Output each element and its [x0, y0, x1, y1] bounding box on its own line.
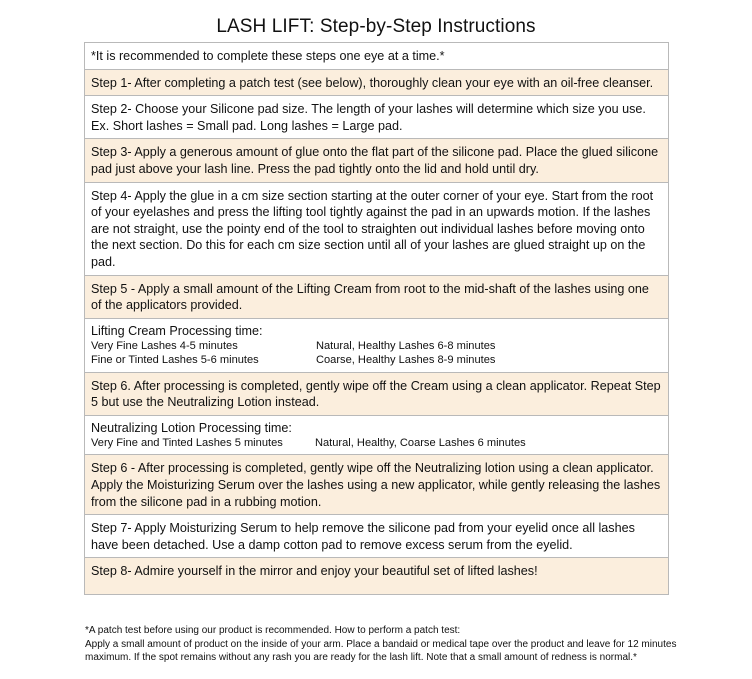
footnote-body: Apply a small amount of product on the inside of your arm. Place a bandaid or medical tape over the product and leave for 12 minutes maximum. If the spot remains without any rash you are ready for the lash lift. Note that a small amount of redness is normal.*	[85, 638, 677, 663]
page-title: LASH LIFT: Step-by-Step Instructions	[216, 16, 536, 37]
patch-test-footnote	[85, 624, 685, 665]
instructions-table	[84, 42, 669, 595]
lifting-cream-right: Coarse, Healthy Lashes 8-9 minutes	[316, 354, 496, 367]
neutralizing-time-row	[85, 416, 668, 456]
neutralizing-right: Natural, Healthy, Coarse Lashes 6 minutes	[315, 436, 526, 449]
lifting-cream-left: Very Fine Lashes 4-5 minutes	[91, 339, 238, 352]
neutralizing-left: Very Fine and Tinted Lashes 5 minutes	[91, 436, 283, 449]
lifting-cream-line	[91, 339, 662, 354]
step-7-row: Step 7- Apply Moisturizing Serum to help remove the silicone pad from your eyelid once all lashes have been detached. Use a damp cotton pad to remove excess serum from the eyelid.	[85, 515, 668, 558]
step-4-row: Step 4- Apply the glue in a cm size section starting at the outer corner of your eye. Start from the root of your eyelashes and press the lifting tool tightly against the pad in an upwards motion. If the lashes are not straight, use the pointy end of the tool to straighten out individual lashes before moving onto the next section. Do this for each cm size section until all of your lashes are glued straight up on the pad.	[85, 183, 668, 276]
step-3-row: Step 3- Apply a generous amount of glue onto the flat part of the silicone pad. Place the glued silicone pad just above your lash line. Press the pad tightly onto the lid and hold until dry.	[85, 139, 668, 182]
neutralizing-line	[91, 436, 662, 451]
lifting-cream-time-row	[85, 319, 668, 373]
lifting-cream-right: Natural, Healthy Lashes 6-8 minutes	[316, 339, 496, 352]
neutralizing-heading: Neutralizing Lotion Processing time:	[91, 420, 292, 435]
step-8-row: Step 8- Admire yourself in the mirror and enjoy your beautiful set of lifted lashes!	[85, 558, 668, 595]
lifting-cream-heading: Lifting Cream Processing time:	[91, 323, 263, 338]
lifting-cream-left: Fine or Tinted Lashes 5-6 minutes	[91, 354, 259, 367]
step-1-row: Step 1- After completing a patch test (see below), thoroughly clean your eye with an oil-free cleanser.	[85, 70, 668, 97]
lifting-cream-line	[91, 353, 662, 368]
step-2-row: Step 2- Choose your Silicone pad size. The length of your lashes will determine which size you use. Ex. Short lashes = Small pad. Long lashes = Large pad.	[85, 96, 668, 139]
step-6-cream-row: Step 6. After processing is completed, gently wipe off the Cream using a clean applicator. Repeat Step 5 but use the Neutralizing Lotion instead.	[85, 373, 668, 416]
step-6-neutralizing-row: Step 6 - After processing is completed, gently wipe off the Neutralizing lotion using a clean applicator. Apply the Moisturizing Serum over the lashes using a new applicator, while gently releasing the lashes from the silicone pad in a rubbing motion.	[85, 455, 668, 515]
intro-row: *It is recommended to complete these steps one eye at a time.*	[85, 43, 668, 70]
step-5-row: Step 5 - Apply a small amount of the Lifting Cream from root to the mid-shaft of the lashes using one of the applicators provided.	[85, 276, 668, 319]
footnote-heading: *A patch test before using our product is recommended. How to perform a patch test:	[85, 625, 461, 636]
